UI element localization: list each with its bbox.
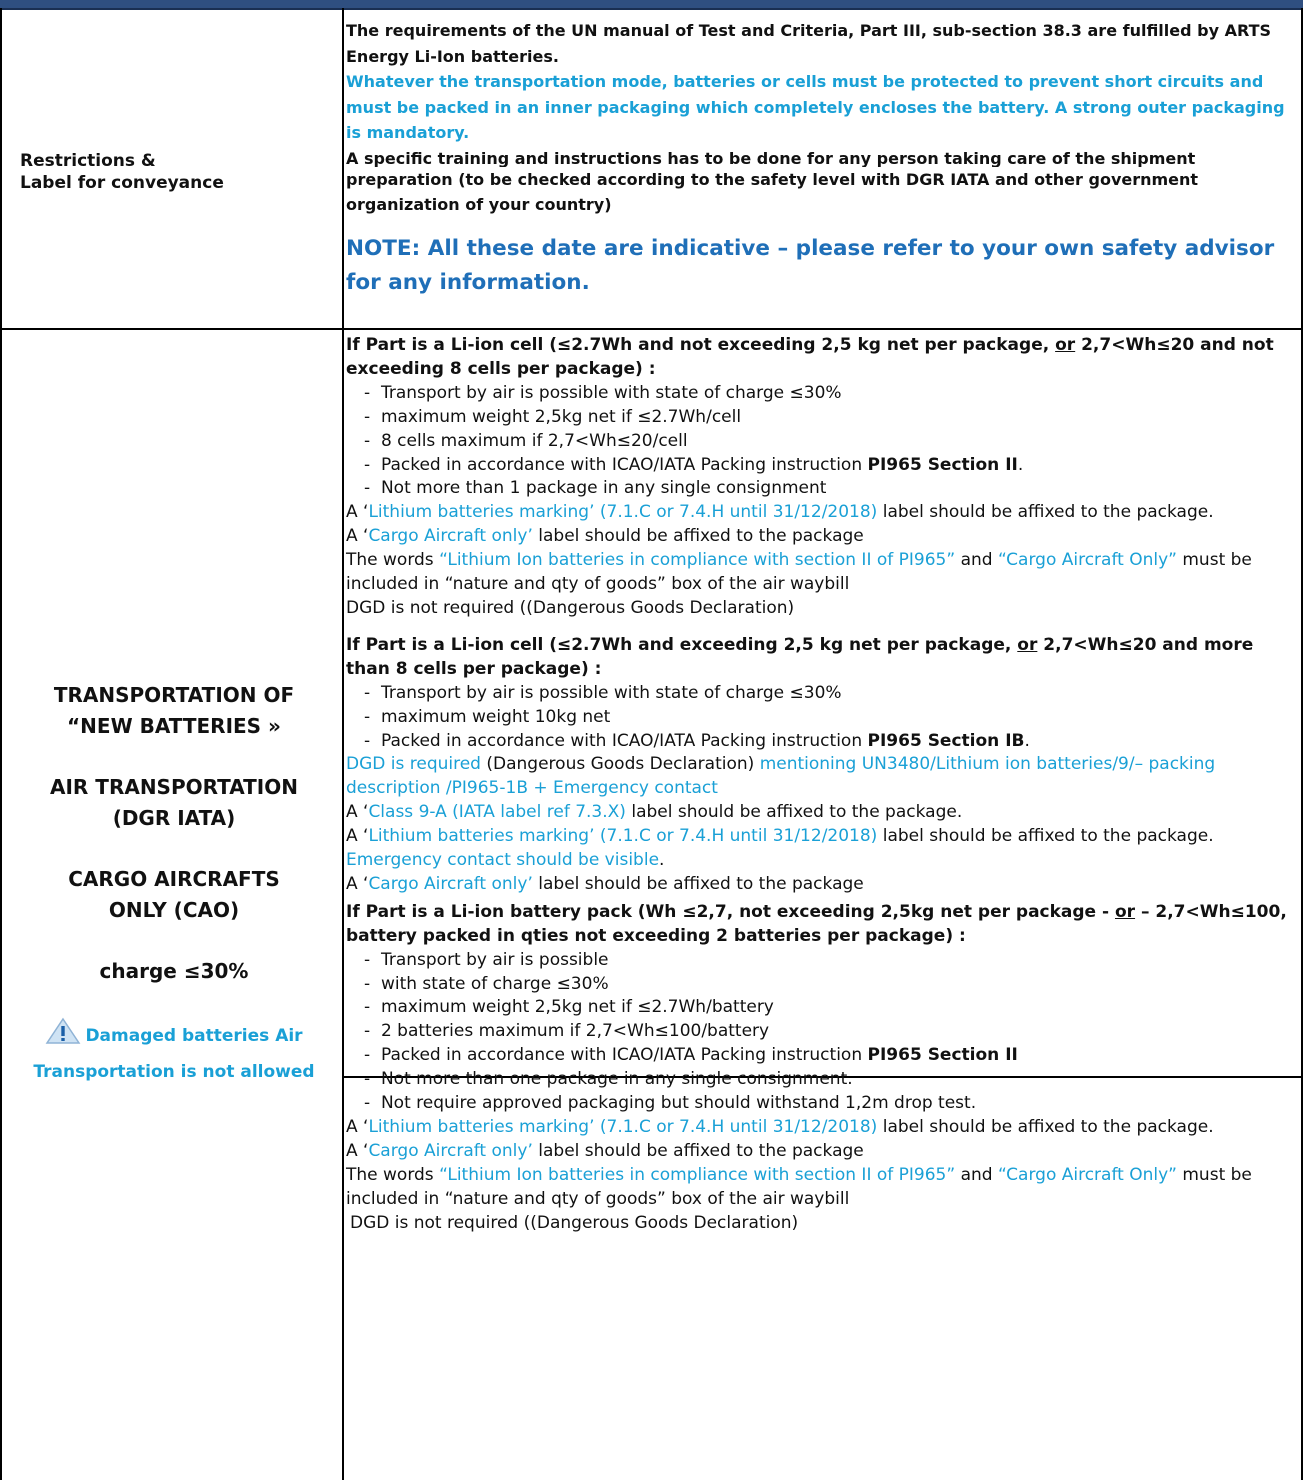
list-item-bold: PI965 Section II xyxy=(867,454,1018,475)
list-item-text: . xyxy=(1024,730,1030,751)
table-border-left xyxy=(0,8,2,1480)
block1-heading-text: If Part is a Li-ion cell (≤2.7Wh and not exceeding 2,5 kg net per package, xyxy=(346,335,1056,355)
list-item-bold: PI965 Section II xyxy=(867,1045,1018,1066)
highlight: Cargo Aircraft only’ xyxy=(368,873,533,894)
highlight: Lithium batteries marking’ (7.1.C or 7.4.H until 31/12/2018) xyxy=(368,826,878,847)
list-item: - maximum weight 2,5kg net if ≤2.7Wh/cell xyxy=(364,406,1296,430)
restrictions-label xyxy=(20,150,320,194)
list-item: - 8 cells maximum if 2,7<Wh≤20/cell xyxy=(364,430,1296,454)
text: A ‘ xyxy=(346,502,369,523)
highlight: Class 9-A (IATA label ref 7.3.X) xyxy=(368,802,626,823)
list-item-text: . xyxy=(1017,454,1024,475)
cargo-label-line xyxy=(346,525,1296,549)
list-item: - 2 batteries maximum if 2,7<Wh≤100/battery xyxy=(364,1020,1296,1044)
block3-heading-text: If Part is a Li-ion battery pack (Wh ≤2,7, not exceeding 2,5kg net per package - xyxy=(346,901,1115,922)
restrictions-label-line2: Label for conveyance xyxy=(20,173,224,193)
list-item: - maximum weight 10kg net xyxy=(364,706,1296,730)
text: and xyxy=(955,1164,998,1185)
list-item: - Transport by air is possible xyxy=(364,949,1296,973)
lithium-marking-line xyxy=(346,825,1296,873)
highlight: DGD is required xyxy=(346,754,481,775)
list-item: - Not more than one package in any single consignment. xyxy=(364,1068,1296,1092)
highlight: “Cargo Aircraft Only” xyxy=(997,550,1177,571)
list-item xyxy=(364,730,1296,754)
damaged-batteries-warning xyxy=(14,1017,334,1088)
block3-heading xyxy=(346,901,1296,949)
list-item: - Transport by air is possible with state of charge ≤30% xyxy=(364,382,1296,406)
highlight: Cargo Aircraft only’ xyxy=(368,1140,533,1161)
highlight: Emergency contact should be visible xyxy=(346,850,660,871)
text: . xyxy=(659,850,665,871)
warning-triangle-icon xyxy=(45,1017,81,1056)
cargo-label-line xyxy=(346,873,1296,897)
block1-heading-or: or xyxy=(1055,335,1076,355)
restrictions-label-line1: Restrictions & xyxy=(20,151,156,171)
block2-heading-text2: 2,7<Wh≤20 and more than 8 cells per package) : xyxy=(346,634,1254,679)
cargo-label-line xyxy=(346,1140,1296,1164)
highlight: Lithium batteries marking’ (7.1.C or 7.4.H until 31/12/2018) xyxy=(368,502,878,523)
requirements-paragraph: The requirements of the UN manual of Test and Criteria, Part III, sub-section 38.3 are fulfilled by ARTS Energy Li-Ion batteries. xyxy=(346,21,1272,66)
text: A ‘ xyxy=(346,1117,369,1137)
text: A ‘ xyxy=(346,526,369,547)
highlight: “Lithium Ion batteries in compliance with section II of PI965” xyxy=(439,550,956,571)
transport-category-label xyxy=(14,680,334,1088)
lithium-marking-line xyxy=(346,1116,1296,1140)
packaging-paragraph: Whatever the transportation mode, batteries or cells must be protected to prevent short circuits and must be packed in an inner packaging which completely encloses the battery. A strong outer packaging is mandatory. xyxy=(346,72,1285,142)
list-item xyxy=(364,454,1296,478)
block2-heading-text: If Part is a Li-ion cell (≤2.7Wh and exceeding 2,5 kg net per package, xyxy=(346,634,1018,655)
training-paragraph-rest: preparation (to be checked according to the safety level with DGR IATA and other government organization of your country) xyxy=(346,169,1199,214)
block2-heading-or: or xyxy=(1017,634,1038,655)
lithium-marking-line xyxy=(346,501,1296,525)
highlight: mentioning UN3480/Lithium ion batteries/9/– packing description /PI965-1B + Emergency contact xyxy=(346,754,1216,799)
dgd-line: DGD is not required ((Dangerous Goods Declaration) xyxy=(346,597,795,618)
list-item-text: Packed in accordance with ICAO/IATA Packing instruction xyxy=(380,454,868,475)
warning-line2: Transportation is not allowed xyxy=(33,1062,315,1082)
text: label should be affixed to the package. xyxy=(877,826,1214,847)
highlight: “Cargo Aircraft Only” xyxy=(997,1164,1177,1185)
list-item xyxy=(364,1044,1296,1068)
table-header-bar xyxy=(0,0,1303,10)
transport-line1: TRANSPORTATION OF xyxy=(53,683,295,707)
text: A ‘ xyxy=(346,802,369,823)
text: (Dangerous Goods Declaration) xyxy=(480,754,760,775)
highlight: “Lithium Ion batteries in compliance with section II of PI965” xyxy=(439,1164,956,1185)
highlight: Cargo Aircraft only’ xyxy=(368,526,533,547)
restrictions-content xyxy=(346,18,1296,300)
text: A ‘ xyxy=(346,873,369,894)
highlight: Lithium batteries marking’ (7.1.C or 7.4.H until 31/12/2018) xyxy=(368,1117,878,1137)
block1-heading-text2: 2,7<Wh≤20 and not exceeding 8 cells per package) : xyxy=(346,335,1274,379)
transport-line6: ONLY (CAO) xyxy=(108,898,240,922)
text: label should be affixed to the package. xyxy=(877,1117,1214,1137)
training-paragraph-line1: A specific training and instructions has to be done for any person taking care of the shipment xyxy=(346,148,1196,167)
text: must be included in “nature and qty of goods” box of the air waybill xyxy=(346,550,1252,595)
waybill-words-line xyxy=(346,1164,1296,1212)
text: The words xyxy=(346,550,440,571)
transport-charge: charge ≤30% xyxy=(99,959,249,983)
list-item-text: Packed in accordance with ICAO/IATA Packing instruction xyxy=(380,1045,868,1066)
warning-line1: Damaged batteries Air xyxy=(85,1026,303,1046)
block3-heading-text2: – 2,7<Wh≤100, battery packed in qties not exceeding 2 batteries per package) : xyxy=(346,901,1287,946)
list-item: - maximum weight 2,5kg net if ≤2.7Wh/battery xyxy=(364,996,1296,1020)
waybill-words-line xyxy=(346,549,1296,597)
text: label should be affixed to the package xyxy=(532,873,864,894)
list-item-bold: PI965 Section IB xyxy=(867,730,1025,751)
transport-conditions xyxy=(346,334,1296,1236)
text: A ‘ xyxy=(346,826,369,847)
text: label should be affixed to the package. xyxy=(877,502,1214,523)
block3-heading-or: or xyxy=(1114,901,1136,922)
class9-line xyxy=(346,801,1296,825)
text: A ‘ xyxy=(346,1140,369,1161)
dgd-line: DGD is not required ((Dangerous Goods Declaration) xyxy=(350,1212,799,1233)
list-item: - Transport by air is possible with state of charge ≤30% xyxy=(364,682,1296,706)
text: label should be affixed to the package xyxy=(532,526,864,547)
table-column-divider xyxy=(342,8,344,1480)
text: and xyxy=(955,550,998,571)
block1-heading xyxy=(346,334,1296,382)
list-item: - Not require approved packaging but should withstand 1,2m drop test. xyxy=(364,1092,1296,1116)
dgd-required-line xyxy=(346,753,1296,801)
transport-line4: (DGR IATA) xyxy=(112,806,236,830)
text: The words xyxy=(346,1164,440,1185)
row-divider xyxy=(0,328,1303,330)
list-item: - with state of charge ≤30% xyxy=(364,973,1296,997)
list-item: - Not more than 1 package in any single consignment xyxy=(364,477,1296,501)
text: label should be affixed to the package xyxy=(532,1140,864,1161)
text: must be included in “nature and qty of goods” box of the air waybill xyxy=(346,1164,1252,1209)
transport-line2: “NEW BATTERIES » xyxy=(67,714,281,738)
transport-line5: CARGO AIRCRAFTS xyxy=(68,867,280,891)
text: label should be affixed to the package. xyxy=(625,802,963,823)
list-item-text: Packed in accordance with ICAO/IATA Packing instruction xyxy=(380,730,868,751)
safety-note: NOTE: All these date are indicative – please refer to your own safety advisor for any information. xyxy=(346,235,1275,295)
block2-heading xyxy=(346,634,1296,682)
transport-line3: AIR TRANSPORTATION xyxy=(50,775,298,799)
